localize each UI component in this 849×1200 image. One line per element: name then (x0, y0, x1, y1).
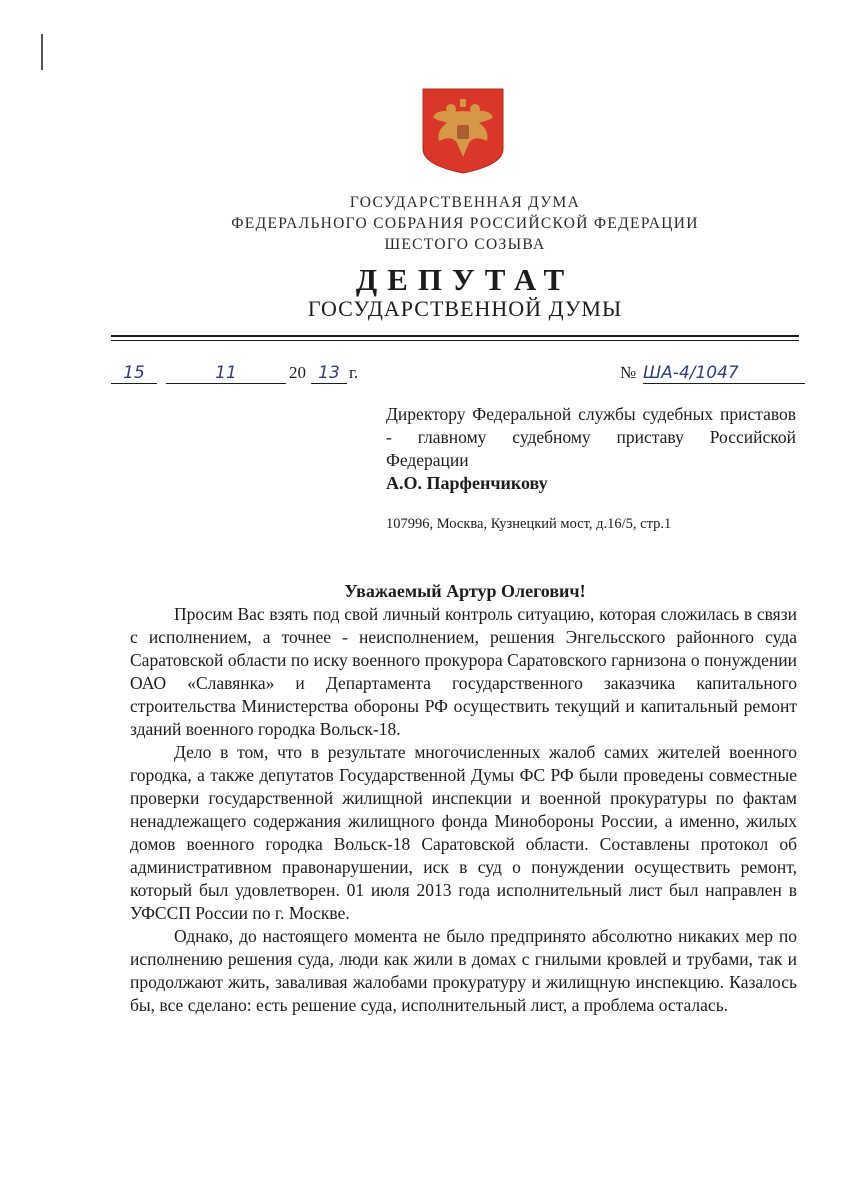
date-year-prefix: 20 (289, 363, 306, 382)
addressee-address: 107996, Москва, Кузнецкий мост, д.16/5, стр.1 (386, 516, 672, 532)
document-number-prefix: № (620, 363, 637, 382)
margin-mark (41, 34, 43, 70)
addressee-position: Директору Федеральной службы судебных приставов - главному судебному приставу Российской Федерации (386, 404, 796, 470)
addressee-name: А.О. Парфенчикову (386, 473, 548, 493)
letterhead-title: ДЕПУТАТ (355, 262, 575, 297)
header-rule-thick (111, 335, 799, 337)
date-year-unit: г. (349, 363, 359, 382)
paragraph: Однако, до настоящего момента не было предпринято абсолютно никаких мер по исполнению решения суда, люди как жили в домах с гнилыми кровлей и трубами, так и продолжают жить, заваливая жалобами прокуратуру и жилищную инспекцию. Казалось бы, все сделано: есть решение суда, исполнительный лист, а проблема осталась. (130, 926, 797, 1015)
header-rule-thin (111, 340, 799, 341)
paragraph: Просим Вас взять под свой личный контроль ситуацию, которая сложилась в связи с исполнением, а точнее - неисполнением, решения Энгельсского районного суда Саратовской области по иску военного прокурора Саратовского гарнизона о понуждении ОАО «Славянка» и Департамента государственного заказчика капитального строительства Министерства обороны РФ осуществить текущий и капитальный ремонт зданий военного городка Вольск-18. (130, 604, 797, 739)
date-year-suffix: 13 (311, 363, 347, 384)
document-number: ША-4/1047 (643, 363, 805, 384)
letter-body (130, 603, 797, 1017)
date-day: 15 (111, 363, 157, 384)
letterhead-subtitle: ГОСУДАРСТВЕННОЙ ДУМЫ (307, 296, 623, 321)
russian-coat-of-arms-icon (421, 87, 505, 175)
org-line-1: ГОСУДАРСТВЕННАЯ ДУМА (349, 194, 581, 211)
salutation: Уважаемый Артур Олегович! (344, 581, 586, 601)
paragraph: Дело в том, что в результате многочисленных жалоб самих жителей военного городка, а также депутатов Государственной Думы ФС РФ были проведены совместные проверки государственной жилищной инспекции и военной прокуратуры по фактам ненадлежащего содержания жилищного фонда Минобороны России, а именно, жилых домов военного городка Вольск-18 Саратовской области. Составлены протокол об административном правонарушении, иск в суд о понуждении осуществить ремонт, который был удовлетворен. 01 июля 2013 года исполнительный лист был направлен в УФССП России по г. Москве. (130, 742, 797, 923)
date-month: 11 (166, 363, 286, 384)
org-line-2: ФЕДЕРАЛЬНОГО СОБРАНИЯ РОССИЙСКОЙ ФЕДЕРАЦИИ (231, 215, 699, 232)
org-line-3: ШЕСТОГО СОЗЫВА (384, 236, 546, 253)
